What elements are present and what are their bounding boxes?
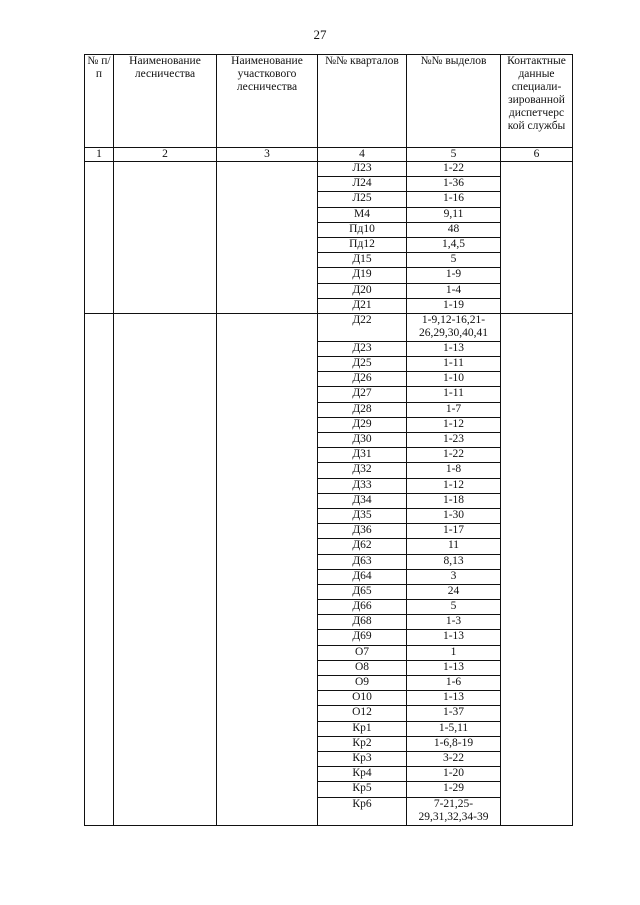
page-number: 27 xyxy=(313,27,327,42)
sections-cell: 9,11 xyxy=(407,207,501,222)
quarter-cell: О9 xyxy=(318,676,407,691)
quarter-cell: Кр4 xyxy=(318,767,407,782)
sections-cell: 7-21,25-29,31,32,34-39 xyxy=(407,797,501,825)
table-row xyxy=(85,162,573,177)
sections-cell: 1-13 xyxy=(407,341,501,356)
sections-cell: 1-9,12-16,21-26,29,30,40,41 xyxy=(407,313,501,341)
quarter-cell: Д64 xyxy=(318,569,407,584)
sections-cell: 1-9 xyxy=(407,268,501,283)
quarter-cell: Д66 xyxy=(318,600,407,615)
sections-cell: 1-12 xyxy=(407,417,501,432)
sections-cell: 1-37 xyxy=(407,706,501,721)
sections-cell: 1-36 xyxy=(407,177,501,192)
quarter-cell: Д69 xyxy=(318,630,407,645)
quarter-cell: Д68 xyxy=(318,615,407,630)
sections-cell: 1-11 xyxy=(407,387,501,402)
sections-cell: 48 xyxy=(407,222,501,237)
quarter-cell: Л24 xyxy=(318,177,407,192)
quarter-cell: Д19 xyxy=(318,268,407,283)
quarter-cell: Д20 xyxy=(318,283,407,298)
header-quarters: №№ кварталов xyxy=(318,55,407,148)
quarter-cell: Кр1 xyxy=(318,721,407,736)
quarter-cell: Д34 xyxy=(318,493,407,508)
merged-contacts-cell xyxy=(501,313,573,825)
merged-empty-cell xyxy=(217,162,318,314)
column-number: 2 xyxy=(114,148,217,162)
sections-cell: 8,13 xyxy=(407,554,501,569)
merged-empty-cell xyxy=(85,162,114,314)
quarter-cell: Д65 xyxy=(318,584,407,599)
column-number: 1 xyxy=(85,148,114,162)
forestry-table xyxy=(84,54,573,826)
quarter-cell: Д62 xyxy=(318,539,407,554)
quarter-cell: О12 xyxy=(318,706,407,721)
quarter-cell: Д22 xyxy=(318,313,407,341)
sections-cell: 1-13 xyxy=(407,660,501,675)
sections-cell: 1-13 xyxy=(407,691,501,706)
header-dispatch-contacts: Контактные данные специали-зированной диспетчерс кой службы xyxy=(501,55,573,148)
quarter-cell: Д32 xyxy=(318,463,407,478)
quarter-cell: Кр3 xyxy=(318,751,407,766)
quarter-cell: Д25 xyxy=(318,357,407,372)
quarter-cell: Д23 xyxy=(318,341,407,356)
quarter-cell: Д36 xyxy=(318,524,407,539)
quarter-cell: Пд10 xyxy=(318,222,407,237)
sections-cell: 1-6 xyxy=(407,676,501,691)
header-row xyxy=(85,55,573,148)
sections-cell: 1-16 xyxy=(407,192,501,207)
sections-cell: 1-4 xyxy=(407,283,501,298)
quarter-cell: Пд12 xyxy=(318,237,407,252)
sections-cell: 1-30 xyxy=(407,508,501,523)
column-number: 5 xyxy=(407,148,501,162)
quarter-cell: Д35 xyxy=(318,508,407,523)
sections-cell: 1-13 xyxy=(407,630,501,645)
sections-cell: 11 xyxy=(407,539,501,554)
quarter-cell: Д15 xyxy=(318,253,407,268)
quarter-cell: Д30 xyxy=(318,433,407,448)
quarter-cell: Д33 xyxy=(318,478,407,493)
quarter-cell: М4 xyxy=(318,207,407,222)
quarter-cell: Л25 xyxy=(318,192,407,207)
sections-cell: 1-7 xyxy=(407,402,501,417)
sections-cell: 1-18 xyxy=(407,493,501,508)
sections-cell: 1-10 xyxy=(407,372,501,387)
sections-cell: 1-22 xyxy=(407,448,501,463)
sections-cell: 1-6,8-19 xyxy=(407,736,501,751)
quarter-cell: Кр6 xyxy=(318,797,407,825)
header-district-forestry: Наименование участкового лесничества xyxy=(217,55,318,148)
merged-empty-cell xyxy=(85,313,114,825)
table-row xyxy=(85,313,573,341)
column-number: 4 xyxy=(318,148,407,162)
sections-cell: 1 xyxy=(407,645,501,660)
sections-cell: 1-29 xyxy=(407,782,501,797)
quarter-cell: Л23 xyxy=(318,162,407,177)
quarter-cell: Д21 xyxy=(318,298,407,313)
sections-cell: 1-8 xyxy=(407,463,501,478)
quarter-cell: Кр5 xyxy=(318,782,407,797)
sections-cell: 1-3 xyxy=(407,615,501,630)
quarter-cell: Д29 xyxy=(318,417,407,432)
quarter-cell: Д31 xyxy=(318,448,407,463)
merged-empty-cell xyxy=(217,313,318,825)
header-forestry: Наименование лесничества xyxy=(114,55,217,148)
sections-cell: 1-22 xyxy=(407,162,501,177)
sections-cell: 1-5,11 xyxy=(407,721,501,736)
column-number: 6 xyxy=(501,148,573,162)
sections-cell: 24 xyxy=(407,584,501,599)
sections-cell: 1-19 xyxy=(407,298,501,313)
quarter-cell: Д27 xyxy=(318,387,407,402)
column-number: 3 xyxy=(217,148,318,162)
quarter-cell: Д28 xyxy=(318,402,407,417)
quarter-cell: О8 xyxy=(318,660,407,675)
quarter-cell: О7 xyxy=(318,645,407,660)
sections-cell: 1-17 xyxy=(407,524,501,539)
sections-cell: 5 xyxy=(407,253,501,268)
sections-cell: 3-22 xyxy=(407,751,501,766)
sections-cell: 1-23 xyxy=(407,433,501,448)
quarter-cell: Кр2 xyxy=(318,736,407,751)
sections-cell: 5 xyxy=(407,600,501,615)
sections-cell: 1-12 xyxy=(407,478,501,493)
sections-cell: 1,4,5 xyxy=(407,237,501,252)
merged-empty-cell xyxy=(114,162,217,314)
quarter-cell: О10 xyxy=(318,691,407,706)
header-number: № п/п xyxy=(85,55,114,148)
column-number-row xyxy=(85,148,573,162)
header-sections: №№ выделов xyxy=(407,55,501,148)
merged-empty-cell xyxy=(114,313,217,825)
quarter-cell: Д63 xyxy=(318,554,407,569)
quarter-cell: Д26 xyxy=(318,372,407,387)
sections-cell: 3 xyxy=(407,569,501,584)
merged-contacts-cell xyxy=(501,162,573,314)
sections-cell: 1-11 xyxy=(407,357,501,372)
sections-cell: 1-20 xyxy=(407,767,501,782)
